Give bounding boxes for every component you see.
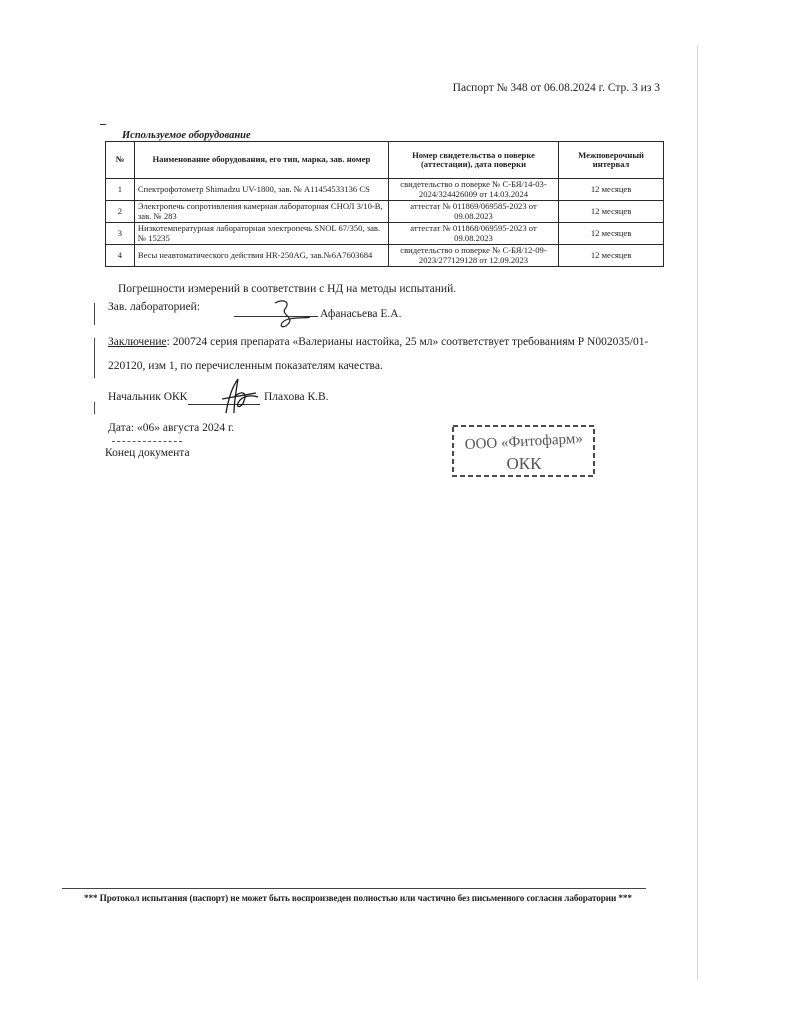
row-interval: 12 месяцев xyxy=(559,201,664,223)
col-number: № xyxy=(106,142,135,179)
conclusion-text-1: : 200724 серия препарата «Валерианы настойка, 25 мл» соответствует требованиям Р N002035/01- xyxy=(166,336,649,348)
row-certificate: свидетельство о поверке № С-БЯ/14-03-2024/324426009 от 14.03.2024 xyxy=(388,179,558,201)
okk-head-label: Начальник ОКК xyxy=(108,391,188,403)
conclusion-line-1 xyxy=(108,336,648,348)
page-header: Паспорт № 348 от 06.08.2024 г. Стр. 3 из 3 xyxy=(452,82,660,94)
svg-text:ООО «Фитофарм»: ООО «Фитофарм» xyxy=(464,430,584,454)
lab-head-label: Зав. лабораторией: xyxy=(108,301,201,313)
end-of-document: Конец документа xyxy=(105,447,190,459)
lab-head-signature xyxy=(255,297,315,333)
svg-text:ОКК: ОКК xyxy=(506,454,542,473)
margin-mark xyxy=(94,338,95,378)
conclusion-label: Заключение xyxy=(108,336,167,348)
row-certificate: свидетельство о поверке № С-БЯ/12-09-2023/277129128 от 12.09.2023 xyxy=(388,245,558,267)
col-name: Наименование оборудования, его тип, марка, зав. номер xyxy=(134,142,388,179)
row-name: Спектрофотометр Shimadzu UV-1800, зав. № A11454533136 CS xyxy=(134,179,388,201)
row-certificate: аттестат № 011869/069585-2023 от 09.08.2023 xyxy=(388,201,558,223)
col-certificate: Номер свидетельства о поверке (аттестации), дата поверки xyxy=(388,142,558,179)
margin-mark xyxy=(94,303,95,325)
row-interval: 12 месяцев xyxy=(559,245,664,267)
table-row xyxy=(106,179,664,201)
row-name: Весы неавтоматического действия HR-250AG, зав.№6А7603684 xyxy=(134,245,388,267)
okk-head-name: Плахова К.В. xyxy=(264,391,329,403)
equipment-caption: Используемое оборудование xyxy=(122,130,251,141)
table-row xyxy=(106,201,664,223)
row-number: 1 xyxy=(106,179,135,201)
margin-mark xyxy=(94,402,95,414)
row-certificate: аттестат № 011868/069595-2023 от 09.08.2023 xyxy=(388,223,558,245)
row-name: Низкотемпературная лабораторная электропечь SNOL 67/350, зав.№ 15235 xyxy=(134,223,388,245)
measurement-errors-note: Погрешности измерений в соответствии с НД на методы испытаний. xyxy=(118,283,457,295)
document-date: Дата: «06» августа 2024 г. xyxy=(108,422,235,434)
footer-notice: *** Протокол испытания (паспорт) не может быть воспроизведен полностью или частично без письменного согласия лаборатории *** xyxy=(84,893,632,903)
lab-head-name: Афанасьева Е.А. xyxy=(320,308,402,320)
table-row xyxy=(106,223,664,245)
row-number: 2 xyxy=(106,201,135,223)
conclusion-text-2: 220120, изм 1, по перечисленным показателям качества. xyxy=(108,360,383,372)
okk-head-signature xyxy=(214,373,262,419)
table-header-row xyxy=(106,142,664,179)
row-interval: 12 месяцев xyxy=(559,179,664,201)
row-number: 4 xyxy=(106,245,135,267)
equipment-table xyxy=(105,141,664,267)
col-interval: Межповерочный интервал xyxy=(559,142,664,179)
footer-divider xyxy=(62,888,646,889)
row-name: Электропечь сопротивления камерная лабораторная СНОЛ 3/10-В, зав. № 283 xyxy=(134,201,388,223)
table-row xyxy=(106,245,664,267)
okk-stamp xyxy=(450,422,598,480)
row-interval: 12 месяцев xyxy=(559,223,664,245)
row-number: 3 xyxy=(106,223,135,245)
scan-edge xyxy=(697,45,698,980)
margin-tick xyxy=(100,124,106,125)
date-underline xyxy=(112,441,182,442)
